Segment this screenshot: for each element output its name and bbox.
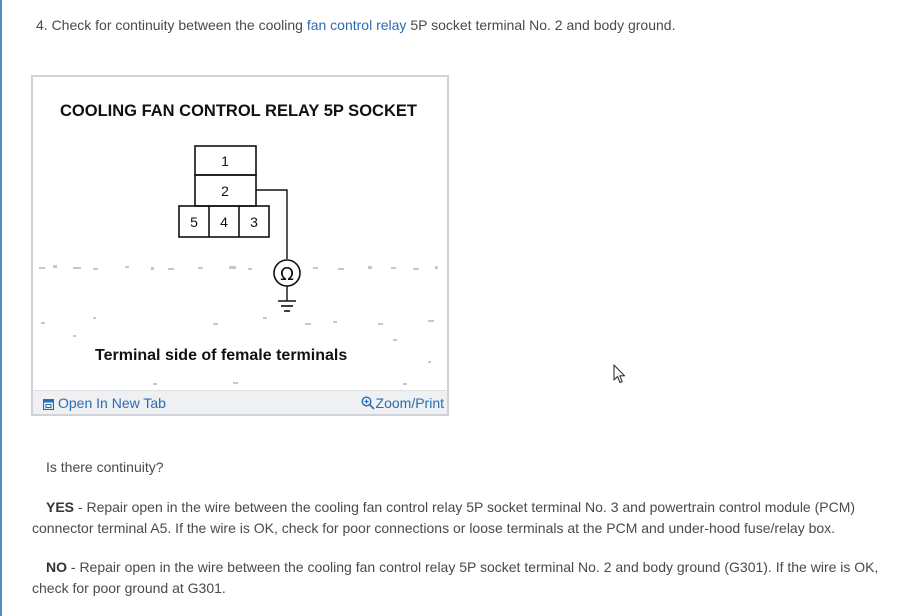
open-new-tab-icon [43, 399, 54, 410]
terminal-label-5: 5 [190, 214, 198, 230]
left-accent-rule [0, 0, 2, 616]
ohm-symbol: Ω [280, 264, 294, 285]
continuity-question: Is there continuity? [46, 459, 164, 475]
yes-text: - Repair open in the wire between the cooling fan control relay 5P socket terminal No. 3 and powertrain control module (PCM) connector terminal A5. If the wire is OK, check for poor connections or loose terminals at the PCM and under-hood fuse/relay box. [32, 499, 856, 536]
relay-socket-diagram [33, 77, 447, 391]
yes-answer [32, 497, 892, 539]
fan-control-relay-link[interactable]: fan control relay [306, 17, 407, 33]
open-in-new-tab-link[interactable] [43, 395, 166, 411]
diagram-caption: Terminal side of female terminals [95, 347, 348, 364]
open-in-new-tab-label: Open In New Tab [58, 395, 166, 411]
zoom-icon [361, 396, 375, 410]
no-text: - Repair open in the wire between the cooling fan control relay 5P socket terminal No. 2 and body ground (G301). If the wire is OK, check for poor ground at G301. [32, 559, 879, 596]
step-suffix: 5P socket terminal No. 2 and body ground. [406, 17, 676, 33]
relay-socket-figure [31, 75, 449, 416]
yes-label: YES [46, 499, 75, 515]
scan-noise [39, 265, 438, 385]
no-label: NO [46, 559, 67, 575]
diagram-title: COOLING FAN CONTROL RELAY 5P SOCKET [60, 102, 417, 120]
probe-wire [256, 190, 287, 259]
zoom-print-label: Zoom/Print [375, 395, 444, 411]
terminal-label-1: 1 [221, 153, 229, 169]
step-instruction [36, 17, 675, 33]
terminal-label-3: 3 [250, 214, 258, 230]
ground-symbol-icon [278, 286, 296, 311]
no-answer [32, 557, 892, 599]
terminal-label-4: 4 [220, 214, 228, 230]
zoom-print-link[interactable] [361, 395, 444, 411]
figure-toolbar [33, 390, 447, 414]
step-prefix: 4. Check for continuity between the cooling [36, 17, 307, 33]
terminal-label-2: 2 [221, 183, 229, 199]
mouse-pointer-icon [613, 364, 627, 384]
